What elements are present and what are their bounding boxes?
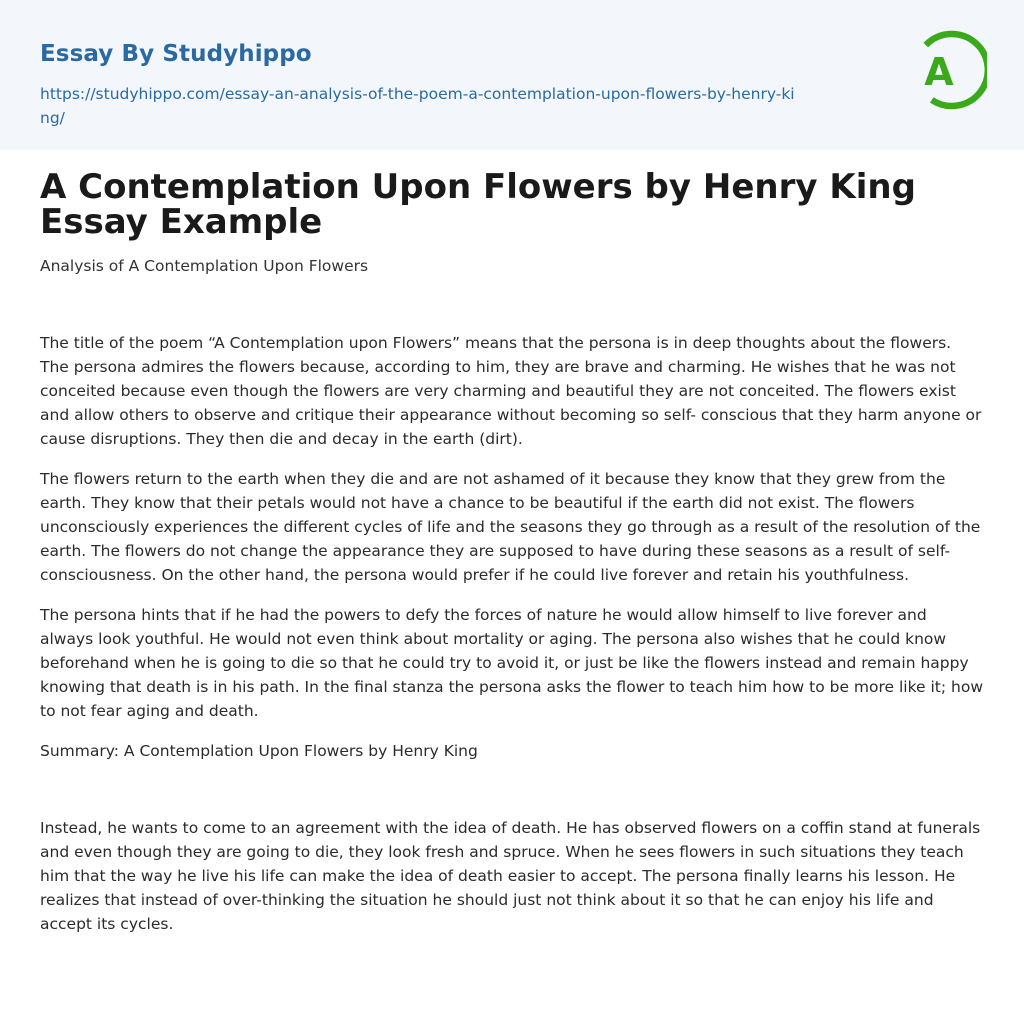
logo-letter: A [924, 50, 954, 94]
page-title: A Contemplation Upon Flowers by Henry King Essay Example [40, 167, 916, 242]
body-paragraph-2: The flowers return to the earth when they die and are not ashamed of it because they know that they grew from the earth. They know that their petals would not have a chance to be beautiful if the earth did not exist. The flowers unconsciously experiences the different cycles of life and the seasons they go through as a result of the resolution of the earth. The flowers do not change the appearance they are supposed to have during these seasons as a result of self-consciousness. On the other hand, the persona would prefer if he could live forever and retain his youthfulness. [40, 470, 981, 584]
studyhippo-logo-icon[interactable] [909, 28, 987, 116]
body-paragraph-1: The title of the poem “A Contemplation upon Flowers” means that the persona is in deep thoughts about the flowers. The persona admires the flowers because, according to him, they are brave and charming. He wishes that he was not conceited because even though the flowers are very charming and beautiful they are not conceited. The flowers exist and allow others to observe and critique their appearance without becoming so self- conscious that they harm anyone or cause disruptions. They then die and decay in the earth (dirt). [40, 334, 982, 448]
article-content [40, 167, 984, 936]
site-title[interactable]: Essay By Studyhippo [40, 41, 312, 67]
article-subtitle: Analysis of A Contemplation Upon Flowers [40, 257, 369, 275]
source-url-link[interactable]: https://studyhippo.com/essay-an-analysis-of-the-poem-a-contemplation-upon-flowers-by-henry-king/ [40, 85, 795, 127]
body-paragraph-3: The persona hints that if he had the powers to defy the forces of nature he would allow himself to live forever and always look youthful. He would not even think about mortality or aging. The persona also wishes that he could know beforehand when he is going to die so that he could try to avoid it, or just be like the flowers instead and remain happy knowing that death is in his path. In the final stanza the persona asks the flower to teach him how to be more like it; how to not fear aging and death. [40, 606, 984, 720]
summary-heading: Summary: A Contemplation Upon Flowers by Henry King [40, 742, 478, 760]
summary-paragraph: Instead, he wants to come to an agreement with the idea of death. He has observed flowers on a coffin stand at funerals and even though they are going to die, they look fresh and spruce. When he sees flowers in such situations they teach him that the way he live his life can make the idea of death easier to accept. The persona finally learns his lesson. He realizes that instead of over-thinking the situation he should just not think about it so that he can enjoy his life and accept its cycles. [40, 819, 981, 933]
site-header [0, 0, 1024, 150]
